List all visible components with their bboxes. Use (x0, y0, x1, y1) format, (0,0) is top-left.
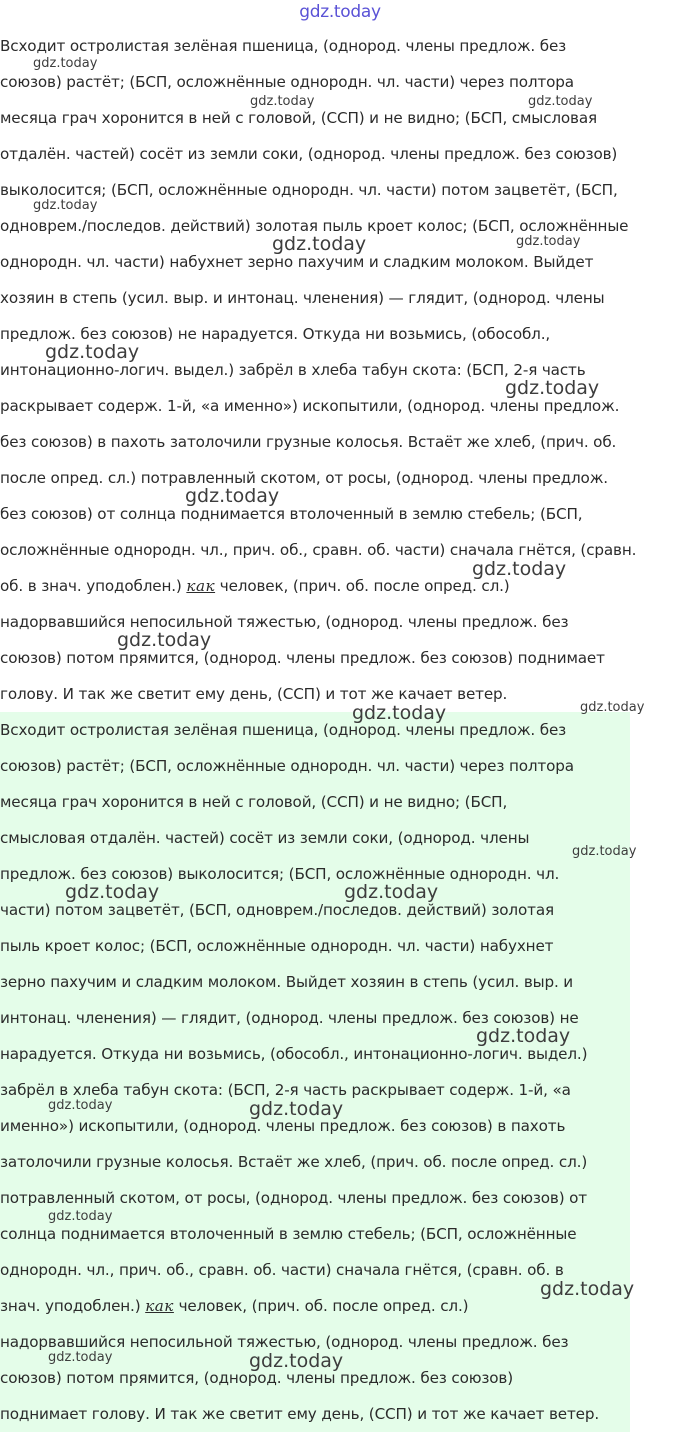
highlighted-answer-block (0, 712, 630, 1432)
text-line: солнца поднимается втолоченный в землю стебель; (БСП, осложнённые (0, 1225, 577, 1243)
text-segment: об. в знач. уподоблен.) (0, 577, 182, 595)
handwritten-word: как (186, 577, 216, 595)
text-line: поднимает голову. И так же светит ему день, (ССП) и тот же качает ветер. (0, 1405, 600, 1423)
watermark: gdz.today (344, 881, 439, 903)
watermark: gdz.today (249, 1350, 344, 1372)
text-line: Всходит остролистая зелёная пшеница, (однород. члены предлож. без (0, 721, 567, 739)
text-line: отдалён. частей) сосёт из земли соки, (однород. члены предлож. без союзов) (0, 145, 618, 163)
watermark: gdz.today (272, 233, 367, 255)
text-line: хозяин в степь (усил. выр. и интонац. членения) — глядит, (однород. члены (0, 289, 605, 307)
watermark: gdz.today (505, 377, 600, 399)
text-segment: знач. уподоблен.) (0, 1297, 141, 1315)
text-segment: человек, (прич. об. после опред. сл.) (219, 577, 510, 595)
answer-text-block (0, 28, 680, 712)
text-line: союзов) потом прямится, (однород. члены предлож. без союзов) (0, 1369, 514, 1387)
watermark: gdz.today (580, 700, 645, 715)
watermark: gdz.today (48, 1098, 113, 1113)
text-line: союзов) потом прямится, (однород. члены предлож. без союзов) поднимает (0, 649, 605, 667)
text-line (0, 568, 680, 604)
watermark: gdz.today (48, 1350, 113, 1365)
text-line: части) потом зацветёт, (БСП, одноврем./последов. действий) золотая (0, 901, 554, 919)
text-line: затолочили грузные колосья. Встаёт же хлеб, (прич. об. после опред. сл.) (0, 1153, 588, 1171)
text-line: после опред. сл.) потравленный скотом, от росы, (однород. члены предлож. (0, 469, 608, 487)
text-line: месяца грач хоронится в ней с головой, (ССП) и не видно; (БСП, смысловая (0, 109, 597, 127)
site-logo[interactable]: gdz.today (299, 2, 381, 22)
text-line: пыль кроет колос; (БСП, осложнённые однородн. чл. части) набухнет (0, 937, 554, 955)
watermark: gdz.today (516, 234, 581, 249)
watermark: gdz.today (250, 94, 315, 109)
text-line: Всходит остролистая зелёная пшеница, (однород. члены предлож. без (0, 37, 567, 55)
text-line: осложнённые однородн. чл., прич. об., сравн. об. части) сначала гнётся, (сравн. (0, 541, 637, 559)
watermark: gdz.today (352, 702, 447, 724)
text-segment: человек, (прич. об. после опред. сл.) (178, 1297, 469, 1315)
text-line: нарадуется. Откуда ни возьмись, (обособл., интонационно-логич. выдел.) (0, 1045, 588, 1063)
text-line: предлож. без союзов) выколосится; (БСП, осложнённые однородн. чл. (0, 865, 560, 883)
watermark: gdz.today (572, 844, 637, 859)
text-line: союзов) растёт; (БСП, осложнённые однородн. чл. части) через полтора (0, 757, 574, 775)
watermark: gdz.today (528, 94, 593, 109)
text-line: одноврем./последов. действий) золотая пыль кроет колос; (БСП, осложнённые (0, 217, 629, 235)
text-line: надорвавшийся непосильной тяжестью, (однород. члены предлож. без (0, 613, 569, 631)
text-line: союзов) растёт; (БСП, осложнённые однородн. чл. части) через полтора (0, 73, 574, 91)
text-line: смысловая отдалён. частей) сосёт из земли соки, (однород. члены (0, 829, 530, 847)
text-line: надорвавшийся непосильной тяжестью, (однород. члены предлож. без (0, 1333, 569, 1351)
watermark: gdz.today (33, 198, 98, 213)
handwritten-word: как (145, 1297, 174, 1315)
text-line: однородн. чл., прич. об., сравн. об. части) сначала гнётся, (сравн. об. в (0, 1261, 564, 1279)
text-line: однородн. чл. части) набухнет зерно пахучим и сладким молоком. Выйдет (0, 253, 594, 271)
watermark: gdz.today (45, 341, 140, 363)
text-line: именно») ископытили, (однород. члены предлож. без союзов) в пахоть (0, 1117, 566, 1135)
watermark: gdz.today (476, 1025, 571, 1047)
text-line: потравленный скотом, от росы, (однород. члены предлож. без союзов) от (0, 1189, 587, 1207)
text-line: голову. И так же светит ему день, (ССП) и тот же качает ветер. (0, 685, 508, 703)
watermark: gdz.today (472, 558, 567, 580)
watermark: gdz.today (48, 1209, 113, 1224)
text-line: месяца грач хоронится в ней с головой, (ССП) и не видно; (БСП, (0, 793, 508, 811)
watermark: gdz.today (540, 1278, 635, 1300)
text-line (0, 1288, 630, 1324)
text-line: предлож. без союзов) не нарадуется. Откуда ни возьмись, (обособл., (0, 325, 551, 343)
watermark: gdz.today (185, 485, 280, 507)
text-line: интонационно-логич. выдел.) забрёл в хлеба табун скота: (БСП, 2-я часть (0, 361, 586, 379)
text-line: выколосится; (БСП, осложнённые однородн. чл. части) потом зацветёт, (БСП, (0, 181, 618, 199)
text-line: зерно пахучим и сладким молоком. Выйдет хозяин в степь (усил. выр. и (0, 973, 574, 991)
watermark: gdz.today (249, 1098, 344, 1120)
text-line: интонац. членения) — глядит, (однород. члены предлож. без союзов) не (0, 1009, 579, 1027)
watermark: gdz.today (65, 881, 160, 903)
text-line: без союзов) в пахоть затолочили грузные колосья. Встаёт же хлеб, (прич. об. (0, 433, 617, 451)
text-line: забрёл в хлеба табун скота: (БСП, 2-я часть раскрывает содерж. 1-й, «а (0, 1081, 571, 1099)
text-line: без союзов) от солнца поднимается втолоченный в землю стебель; (БСП, (0, 505, 583, 523)
watermark: gdz.today (117, 629, 212, 651)
text-line: раскрывает содерж. 1-й, «а именно») ископытили, (однород. члены предлож. (0, 397, 620, 415)
watermark: gdz.today (33, 56, 98, 71)
